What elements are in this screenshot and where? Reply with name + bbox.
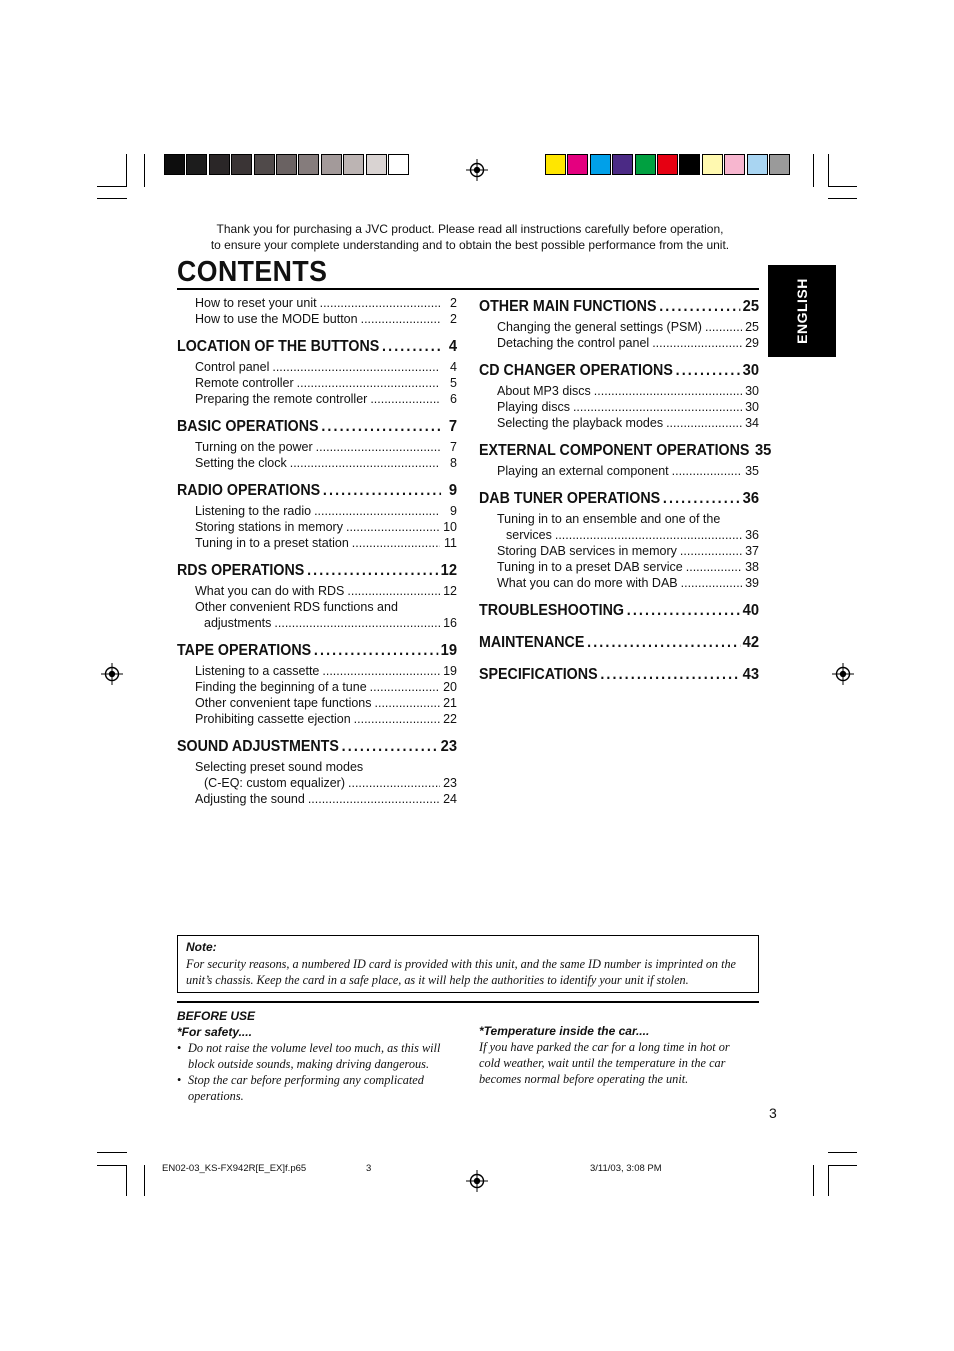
- toc-page-number: 30: [742, 362, 760, 379]
- leader-dots: [314, 642, 438, 660]
- toc-heading: [479, 358, 759, 384]
- leader-dots: [375, 696, 440, 710]
- toc-page-number: 34: [745, 416, 759, 430]
- color-swatch: [298, 154, 319, 175]
- toc-page-number: 23: [440, 738, 458, 755]
- leader-dots: [594, 384, 742, 398]
- leader-dots: [290, 456, 440, 470]
- leader-dots: [316, 440, 440, 454]
- footer-date: 3/11/03, 3:08 PM: [590, 1163, 662, 1174]
- toc-item-label: adjustments: [204, 616, 272, 630]
- toc-item: [479, 560, 759, 576]
- color-swatch: [164, 154, 185, 175]
- toc-item: [177, 664, 457, 680]
- toc-item: [177, 600, 457, 616]
- color-swatch: [231, 154, 252, 175]
- color-swatch: [366, 154, 387, 175]
- toc-item-label: About MP3 discs: [497, 384, 591, 398]
- toc-heading-label: TROUBLESHOOTING: [479, 602, 624, 619]
- toc-item: [177, 504, 457, 520]
- toc-item-label: Remote controller: [195, 376, 294, 390]
- toc-page-number: 38: [745, 560, 759, 574]
- leader-dots: [705, 320, 742, 334]
- leader-dots: [587, 634, 740, 652]
- toc-heading: [177, 478, 457, 504]
- leader-dots: [370, 680, 440, 694]
- registration-mark-icon: [466, 1170, 488, 1192]
- color-swatch: [724, 154, 745, 175]
- leader-dots: [314, 504, 440, 518]
- note-title: Note:: [186, 940, 217, 954]
- toc-right-column: [479, 296, 772, 688]
- toc-heading-label: LOCATION OF THE BUTTONS: [177, 338, 380, 355]
- leader-dots: [573, 400, 742, 414]
- toc-page-number: 22: [443, 712, 457, 726]
- leader-dots: [666, 416, 742, 430]
- leader-dots: [627, 602, 740, 620]
- toc-heading: [479, 486, 759, 512]
- toc-section: [479, 662, 759, 688]
- toc-heading: [177, 414, 457, 440]
- intro-line-2: to ensure your complete understanding and to obtain the best possible performance from the unit.: [210, 238, 730, 252]
- registration-mark-icon: [832, 663, 854, 685]
- toc-page-number: 2: [450, 312, 457, 326]
- page-title: CONTENTS: [177, 256, 328, 288]
- toc-item: [177, 392, 457, 408]
- leader-dots: [320, 296, 440, 310]
- toc-page-number: 24: [443, 792, 457, 806]
- toc-heading-label: SPECIFICATIONS: [479, 666, 598, 683]
- leader-dots: [681, 576, 742, 590]
- toc-item: [177, 312, 457, 328]
- toc-page-number: 40: [742, 602, 760, 619]
- toc-page-number: 21: [443, 696, 457, 710]
- toc-page-number: 20: [443, 680, 457, 694]
- leader-dots: [274, 616, 440, 630]
- toc-item: [479, 544, 759, 560]
- toc-page-number: 7: [448, 418, 458, 435]
- toc-item: [479, 464, 759, 480]
- toc-item: [177, 776, 457, 792]
- toc-page-number: 19: [443, 664, 457, 678]
- toc-item-label: Tuning in to a preset DAB service: [497, 560, 683, 574]
- toc-item: [177, 696, 457, 712]
- leader-dots: [322, 664, 440, 678]
- page-number: 3: [769, 1105, 777, 1121]
- toc-item-label: Adjusting the sound: [195, 792, 305, 806]
- leader-dots: [663, 490, 740, 508]
- toc-page-number: 37: [745, 544, 759, 558]
- toc-section: [177, 734, 457, 808]
- registration-mark-icon: [101, 663, 123, 685]
- toc-heading: [177, 558, 457, 584]
- toc-heading-label: TAPE OPERATIONS: [177, 642, 312, 659]
- toc-section: [177, 478, 457, 552]
- toc-item-label: Storing DAB services in memory: [497, 544, 677, 558]
- before-use-divider: [177, 1001, 759, 1003]
- toc-item: [177, 520, 457, 536]
- color-swatch: [186, 154, 207, 175]
- leader-dots: [370, 392, 440, 406]
- toc-heading-label: SOUND ADJUSTMENTS: [177, 738, 339, 755]
- toc-page-number: 4: [450, 360, 457, 374]
- leader-dots: [342, 738, 438, 756]
- toc-page-number: 7: [450, 440, 457, 454]
- intro-text: [170, 221, 770, 253]
- leader-dots: [652, 336, 742, 350]
- toc-page-number: 36: [745, 528, 759, 542]
- safety-title: *For safety....: [177, 1025, 252, 1039]
- toc-item: [177, 792, 457, 808]
- toc-page-number: 23: [443, 776, 457, 790]
- toc-item-label: Other convenient RDS functions and: [195, 600, 398, 614]
- toc-section: [479, 630, 759, 656]
- leader-dots: [323, 482, 441, 500]
- toc-section: [479, 598, 759, 624]
- leader-dots: [676, 362, 740, 380]
- color-swatch: [702, 154, 723, 175]
- toc-heading: [479, 294, 759, 320]
- toc-page-number: 25: [742, 298, 760, 315]
- toc-item: [479, 320, 759, 336]
- toc-item-label: Finding the beginning of a tune: [195, 680, 367, 694]
- color-swatch: [567, 154, 588, 175]
- toc-item-label: Storing stations in memory: [195, 520, 343, 534]
- before-use-left: [177, 1009, 462, 1104]
- before-use-right: [479, 1024, 751, 1087]
- toc-item-label: How to reset your unit: [195, 296, 317, 310]
- registration-mark-icon: [466, 159, 488, 181]
- intro-line-1: Thank you for purchasing a JVC product. Please read all instructions carefully before operation,: [216, 222, 724, 236]
- leader-dots: [672, 464, 742, 478]
- toc-heading: [177, 638, 457, 664]
- leader-dots: [600, 666, 740, 684]
- before-use-title: BEFORE USE: [177, 1009, 256, 1023]
- color-swatch: [612, 154, 633, 175]
- toc-section: [479, 294, 759, 352]
- toc-page-number: 36: [742, 490, 760, 507]
- toc-item-label: Listening to a cassette: [195, 664, 320, 678]
- toc-page-number: 10: [443, 520, 457, 534]
- toc-item: [479, 400, 759, 416]
- toc-item-label: Playing discs: [497, 400, 570, 414]
- toc-heading-label: MAINTENANCE: [479, 634, 585, 651]
- leader-dots: [308, 792, 440, 806]
- leader-dots: [686, 560, 742, 574]
- toc-item: [479, 336, 759, 352]
- color-swatch: [343, 154, 364, 175]
- toc-item: [177, 760, 457, 776]
- toc-item: [177, 536, 457, 552]
- toc-item: [177, 584, 457, 600]
- toc-item: [177, 360, 457, 376]
- toc-page-number: 43: [742, 666, 760, 683]
- toc-page-number: 35: [754, 442, 772, 459]
- color-swatch: [209, 154, 230, 175]
- toc-item-label: Selecting the playback modes: [497, 416, 664, 430]
- toc-page-number: 19: [440, 642, 458, 659]
- language-tab: [768, 265, 836, 357]
- toc-heading-label: BASIC OPERATIONS: [177, 418, 319, 435]
- toc-section: [479, 358, 759, 432]
- toc-page-number: 12: [440, 562, 458, 579]
- toc-heading-label: CD CHANGER OPERATIONS: [479, 362, 673, 379]
- footer-filename: EN02-03_KS-FX942R[E_EX]f.p65: [162, 1163, 307, 1174]
- toc-item-label: Setting the clock: [195, 456, 287, 470]
- toc-section: [479, 486, 759, 592]
- leader-dots: [272, 360, 440, 374]
- toc-item-label: Tuning in to a preset station: [195, 536, 349, 550]
- toc-item: [479, 416, 759, 432]
- leader-dots: [555, 528, 742, 542]
- leader-dots: [348, 776, 440, 790]
- toc-heading: [177, 334, 457, 360]
- toc-item: [177, 440, 457, 456]
- title-divider: [177, 288, 759, 290]
- toc-item: [479, 512, 759, 528]
- toc-page-number: 9: [450, 504, 457, 518]
- safety-item: • Do not raise the volume level too much, as this will block outside sounds, making driving dangerous.: [177, 1040, 462, 1072]
- footer-page: 3: [366, 1163, 372, 1174]
- color-swatch: [657, 154, 678, 175]
- toc-item-label: services: [506, 528, 552, 542]
- toc-heading: [479, 598, 759, 624]
- toc-item: [177, 296, 457, 312]
- toc-item-label: Selecting preset sound modes: [195, 760, 364, 774]
- toc-item-label: Changing the general settings (PSM): [497, 320, 702, 334]
- color-swatch: [747, 154, 768, 175]
- toc-left-column: [177, 296, 457, 808]
- toc-item-label: Control panel: [195, 360, 270, 374]
- leader-dots: [659, 298, 740, 316]
- toc-item-label: Playing an external component: [497, 464, 669, 478]
- toc-item-label: (C-EQ: custom equalizer): [204, 776, 346, 790]
- toc-item-label: Prohibiting cassette ejection: [195, 712, 351, 726]
- leader-dots: [354, 712, 440, 726]
- toc-item: [479, 384, 759, 400]
- toc-item: [177, 680, 457, 696]
- leader-dots: [382, 338, 441, 356]
- leader-dots: [346, 520, 440, 534]
- color-swatch: [635, 154, 656, 175]
- toc-item-label: Preparing the remote controller: [195, 392, 368, 406]
- toc-page-number: 35: [745, 464, 759, 478]
- toc-item-label: How to use the MODE button: [195, 312, 358, 326]
- toc-page-number: 2: [450, 296, 457, 310]
- color-swatch: [769, 154, 790, 175]
- toc-heading-label: OTHER MAIN FUNCTIONS: [479, 298, 657, 315]
- toc-section: [177, 414, 457, 472]
- color-swatch: [276, 154, 297, 175]
- toc-page-number: 30: [745, 400, 759, 414]
- toc-page-number: 8: [450, 456, 457, 470]
- toc-page-number: 5: [450, 376, 457, 390]
- toc-section: [177, 638, 457, 728]
- toc-heading-label: DAB TUNER OPERATIONS: [479, 490, 661, 507]
- toc-page-number: 6: [450, 392, 457, 406]
- toc-item: [177, 616, 457, 632]
- leader-dots: [321, 418, 441, 436]
- toc-page-number: 4: [448, 338, 458, 355]
- language-tab-label: ENGLISH: [794, 278, 810, 344]
- toc-heading: [479, 630, 759, 656]
- toc-item-label: Tuning in to an ensemble and one of the: [497, 512, 721, 526]
- toc-item-label: Other convenient tape functions: [195, 696, 372, 710]
- note-text: For security reasons, a numbered ID card is provided with this unit, and the same ID number is imprinted on the unit’s chassis. Keep the card in a safe place, as it will help the authorities to identify your unit if stolen.: [186, 957, 736, 987]
- toc-item: [479, 576, 759, 592]
- toc-page-number: 25: [745, 320, 759, 334]
- leader-dots: [352, 536, 440, 550]
- toc-page-number: 29: [745, 336, 759, 350]
- toc-section: [177, 558, 457, 632]
- toc-item-label: Listening to the radio: [195, 504, 312, 518]
- note-box: [177, 935, 759, 993]
- toc-page-number: 39: [745, 576, 759, 590]
- temperature-title: *Temperature inside the car....: [479, 1024, 650, 1038]
- toc-page-number: 16: [443, 616, 457, 630]
- toc-page-number: 11: [444, 536, 457, 550]
- toc-heading-label: RDS OPERATIONS: [177, 562, 305, 579]
- leader-dots: [347, 584, 440, 598]
- toc-heading-label: EXTERNAL COMPONENT OPERATIONS: [479, 442, 750, 459]
- toc-page-number: 9: [448, 482, 458, 499]
- color-swatch: [545, 154, 566, 175]
- toc-item: [177, 712, 457, 728]
- toc-item-label: Turning on the power: [195, 440, 313, 454]
- toc-item-label: What you can do with RDS: [195, 584, 345, 598]
- toc-page-number: 30: [745, 384, 759, 398]
- toc-section: [479, 438, 772, 480]
- temperature-text: If you have parked the car for a long time in hot or cold weather, wait until the temperature in the car becomes normal before operating the unit.: [479, 1040, 730, 1086]
- toc-page-number: 42: [742, 634, 760, 651]
- leader-dots: [307, 562, 438, 580]
- toc-section: [177, 334, 457, 408]
- color-swatch: [388, 154, 409, 175]
- toc-item-label: What you can do more with DAB: [497, 576, 678, 590]
- toc-item: [177, 456, 457, 472]
- toc-item-label: Detaching the control panel: [497, 336, 650, 350]
- toc-item: [479, 528, 759, 544]
- toc-item: [177, 376, 457, 392]
- toc-heading: [479, 438, 772, 464]
- leader-dots: [297, 376, 440, 390]
- leader-dots: [680, 544, 742, 558]
- leader-dots: [361, 312, 440, 326]
- color-swatch: [321, 154, 342, 175]
- toc-heading: [177, 734, 457, 760]
- color-swatch: [254, 154, 275, 175]
- toc-heading: [479, 662, 759, 688]
- toc-heading-label: RADIO OPERATIONS: [177, 482, 321, 499]
- toc-page-number: 12: [443, 584, 457, 598]
- safety-item: • Stop the car before performing any complicated operations.: [177, 1072, 462, 1104]
- color-swatch: [590, 154, 611, 175]
- color-swatch: [679, 154, 700, 175]
